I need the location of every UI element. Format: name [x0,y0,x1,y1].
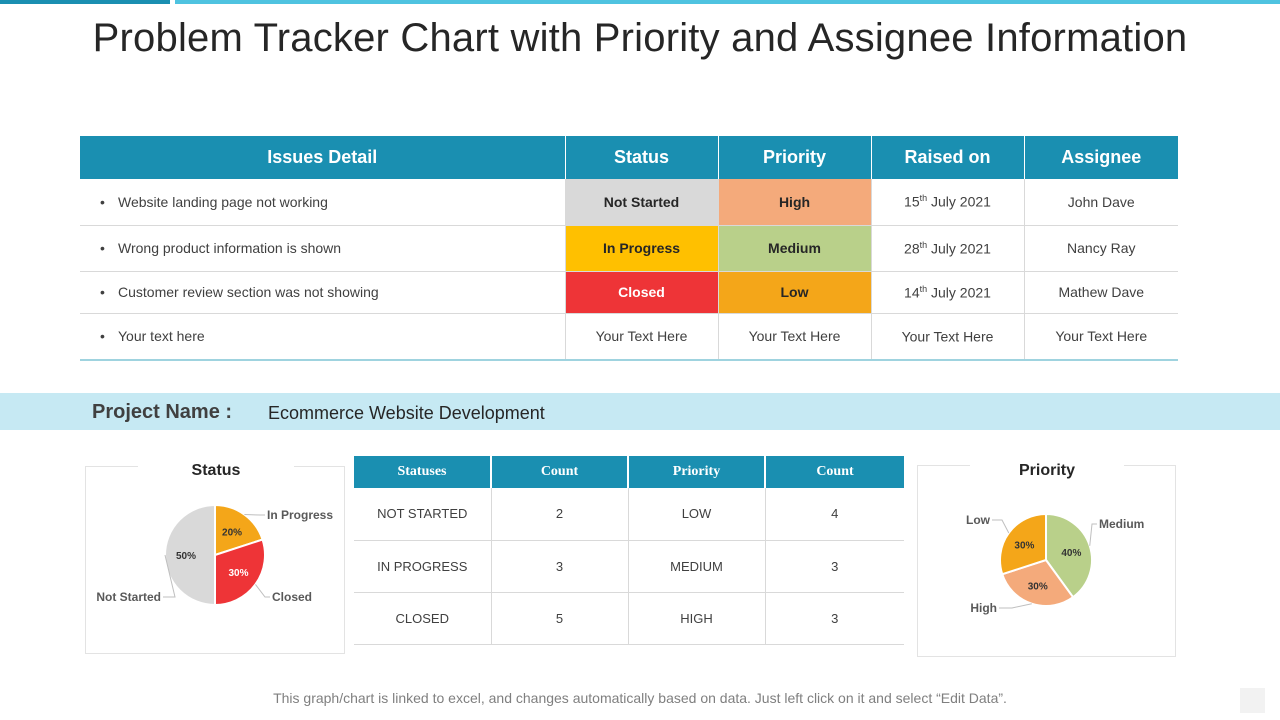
pie-category-label: In Progress [267,508,334,522]
priority-count-cell: 3 [765,592,904,644]
issue-detail-cell [80,179,565,225]
raised-on-cell [871,225,1024,271]
project-name-value: Ecommerce Website Development [268,403,545,423]
status-pie-chart [85,466,345,654]
raised-day: 14 [904,284,920,301]
count-table [354,456,904,645]
header-statuses: Statuses [354,456,491,488]
priority-cell: Low [718,271,871,313]
raised-on-cell [871,313,1024,360]
raised-day: Your Text Here [901,328,994,345]
table-row [80,179,1178,225]
raised-rest: July 2021 [927,240,991,257]
priority-count-cell: 4 [765,488,904,540]
status-cell: Your Text Here [565,313,718,360]
table-row [354,540,904,592]
raised-suffix: th [919,239,928,250]
priority-chart-title: Priority [1018,462,1075,479]
bullet: • [100,240,105,256]
raised-day: 15 [904,194,920,211]
table-row [354,488,904,540]
status-name-cell: NOT STARTED [354,488,491,540]
bullet: • [100,328,105,345]
pie-category-label: Low [966,513,990,527]
raised-suffix: th [919,283,928,294]
header-priority-count: Count [765,456,904,488]
status-cell: Not Started [565,179,718,225]
pie-value-label: 20% [222,527,243,539]
top-accent-bar-dark [0,0,170,4]
pie-value-label: 30% [1014,540,1035,552]
table-row [80,313,1178,360]
issue-detail-cell [80,271,565,313]
status-count-cell: 3 [491,540,628,592]
raised-rest: July 2021 [927,194,991,211]
pie-value-label: 30% [228,568,249,580]
leader-line [992,520,1009,533]
leader-line [999,604,1032,608]
count-header-row [354,456,904,488]
header-raised-on: Raised on [871,136,1024,179]
priority-cell: Your Text Here [718,313,871,360]
header-status: Status [565,136,718,179]
priority-pie-chart [917,465,1176,657]
assignee-cell: Nancy Ray [1024,225,1178,271]
assignee-cell: John Dave [1024,179,1178,225]
header-priority: Priority [718,136,871,179]
corner-placeholder [1240,688,1265,713]
issue-detail-cell [80,225,565,271]
issue-detail-cell [80,313,565,360]
status-count-cell: 5 [491,592,628,644]
pie-value-label: 30% [1027,581,1048,593]
table-row [80,271,1178,313]
assignee-cell: Your Text Here [1024,313,1178,360]
raised-on-cell [871,271,1024,313]
project-name-label: Project Name : [92,401,233,423]
leader-line [255,584,270,597]
header-status-count: Count [491,456,628,488]
pie-value-label: 40% [1061,547,1082,559]
pie-category-label: Medium [1099,517,1145,531]
status-name-cell: IN PROGRESS [354,540,491,592]
header-assignee: Assignee [1024,136,1178,179]
leader-line [1090,524,1097,546]
status-chart-title: Status [191,462,241,479]
issues-table [80,136,1178,361]
table-row [80,225,1178,271]
raised-rest: July 2021 [927,284,991,301]
raised-suffix: th [919,193,928,204]
status-cell: Closed [565,271,718,313]
bullet: • [100,284,105,300]
issue-detail-text: Website landing page not working [118,193,328,210]
priority-count-cell: 3 [765,540,904,592]
priority-name-cell: MEDIUM [628,540,765,592]
bullet: • [100,193,105,210]
pie-category-label: Closed [272,590,313,604]
table-row [354,592,904,644]
assignee-cell: Mathew Dave [1024,271,1178,313]
pie-category-label: Not Started [96,590,161,604]
status-count-cell: 2 [491,488,628,540]
footnote: This graph/chart is linked to excel, and changes automatically based on data. Just left click on it and select “Edit Data”. [273,690,1007,706]
issue-detail-text: Your text here [118,328,205,345]
page-title: Problem Tracker Chart with Priority and Assignee Information [92,16,1188,60]
header-priority: Priority [628,456,765,488]
status-cell: In Progress [565,225,718,271]
issue-detail-text: Wrong product information is shown [118,240,342,256]
pie-category-label: High [970,601,997,615]
status-name-cell: CLOSED [354,592,491,644]
priority-name-cell: HIGH [628,592,765,644]
top-accent-bar-light [175,0,1280,4]
pie-value-label: 50% [175,551,197,562]
priority-name-cell: LOW [628,488,765,540]
issue-detail-text: Customer review section was not showing [118,284,379,300]
issues-header-row [80,136,1178,179]
raised-on-cell [871,179,1024,225]
priority-cell: Medium [718,225,871,271]
header-issues-detail: Issues Detail [80,136,565,179]
priority-cell: High [718,179,871,225]
raised-day: 28 [904,240,920,257]
